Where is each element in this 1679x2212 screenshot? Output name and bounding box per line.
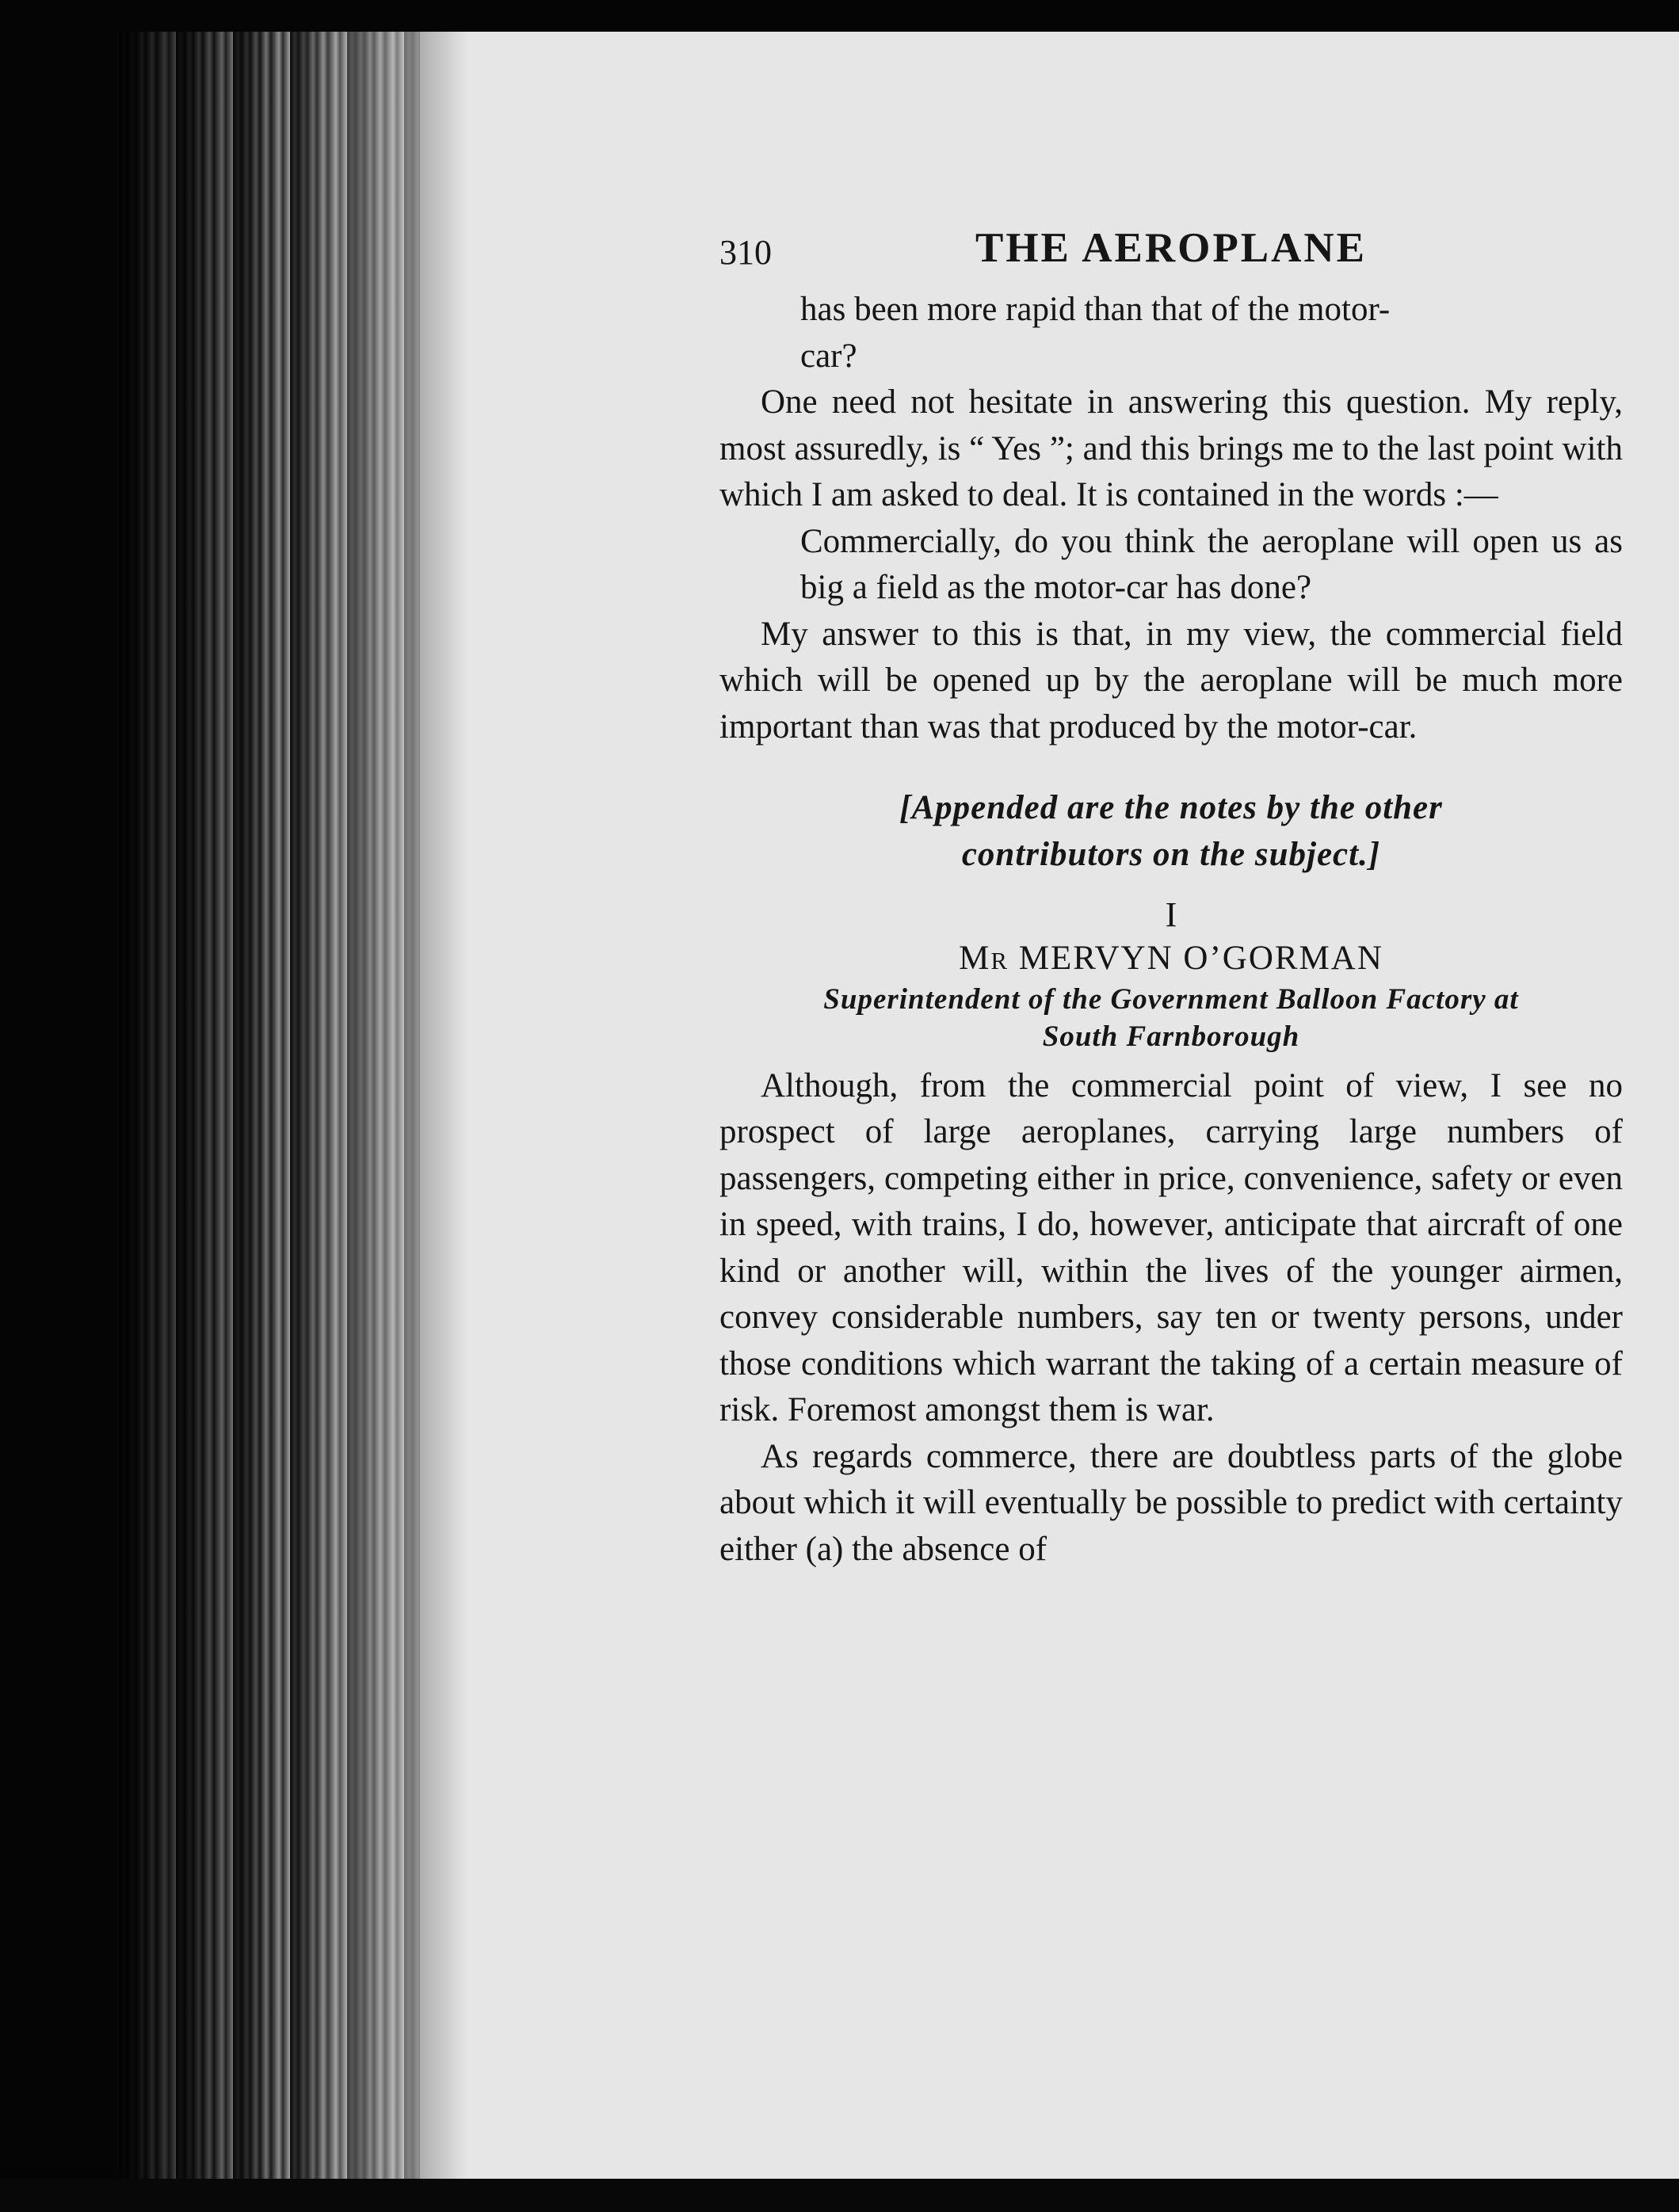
quoted-question-continued bbox=[800, 287, 1623, 379]
scan-bottom-border bbox=[0, 2179, 1679, 2212]
author-prefix-m: M bbox=[959, 939, 991, 977]
author-prefix-r: R bbox=[990, 946, 1009, 974]
paragraph: Although, from the commercial point of view, I see no prospect of large aeroplanes, carrying large numbers of passengers, competing either in price, convenience, safety or even in speed, with trains, I do, however, anticipate that aircraft of one kind or another will, within the lives of the younger airmen, convey considerable numbers, say ten or twenty persons, under those conditions which warrant the taking of a certain measure of risk. Foremost amongst them is war. bbox=[719, 1066, 1623, 1428]
author-name: MERVYN O’GORMAN bbox=[1009, 939, 1383, 977]
contributor-affiliation bbox=[719, 981, 1623, 1055]
contributor-name bbox=[719, 939, 1623, 981]
paragraph: As regards commerce, there are doubtless parts of the globe about which it will eventually be possible to predict with certainty either (a) the absence of bbox=[719, 1437, 1623, 1568]
quoted-question: Commercially, do you think the aeroplane will open us as big a field as the motor-car has done? bbox=[800, 522, 1623, 606]
gutter-shadow bbox=[420, 32, 467, 2179]
paragraph: One need not hesitate in answering this question. My reply, most assuredly, is “ Yes ”; and this brings me to the last point with which I am asked to deal. It is contained in the words :— bbox=[719, 383, 1623, 513]
editorial-note bbox=[719, 785, 1623, 878]
editorial-note-line: contributors on the subject.] bbox=[961, 835, 1381, 873]
quote-line: car? bbox=[800, 337, 857, 375]
section-number: I bbox=[1165, 895, 1177, 934]
page-number: 310 bbox=[719, 233, 772, 272]
quote-line: has been more rapid than that of the motor- bbox=[800, 291, 1391, 328]
editorial-note-line: [Appended are the notes by the other bbox=[899, 789, 1443, 826]
affiliation-line: South Farnborough bbox=[1042, 1020, 1300, 1053]
running-head bbox=[719, 225, 1623, 287]
running-title: THE AEROPLANE bbox=[975, 225, 1367, 271]
book-page-edges bbox=[119, 32, 428, 2179]
text-block bbox=[719, 225, 1623, 1573]
paragraph: My answer to this is that, in my view, the commercial field which will be opened up by the aeroplane will be much more important than was that produced by the motor-car. bbox=[719, 615, 1623, 746]
book-page bbox=[420, 32, 1679, 2179]
affiliation-line: Superintendent of the Government Balloon Factory at bbox=[823, 982, 1519, 1016]
